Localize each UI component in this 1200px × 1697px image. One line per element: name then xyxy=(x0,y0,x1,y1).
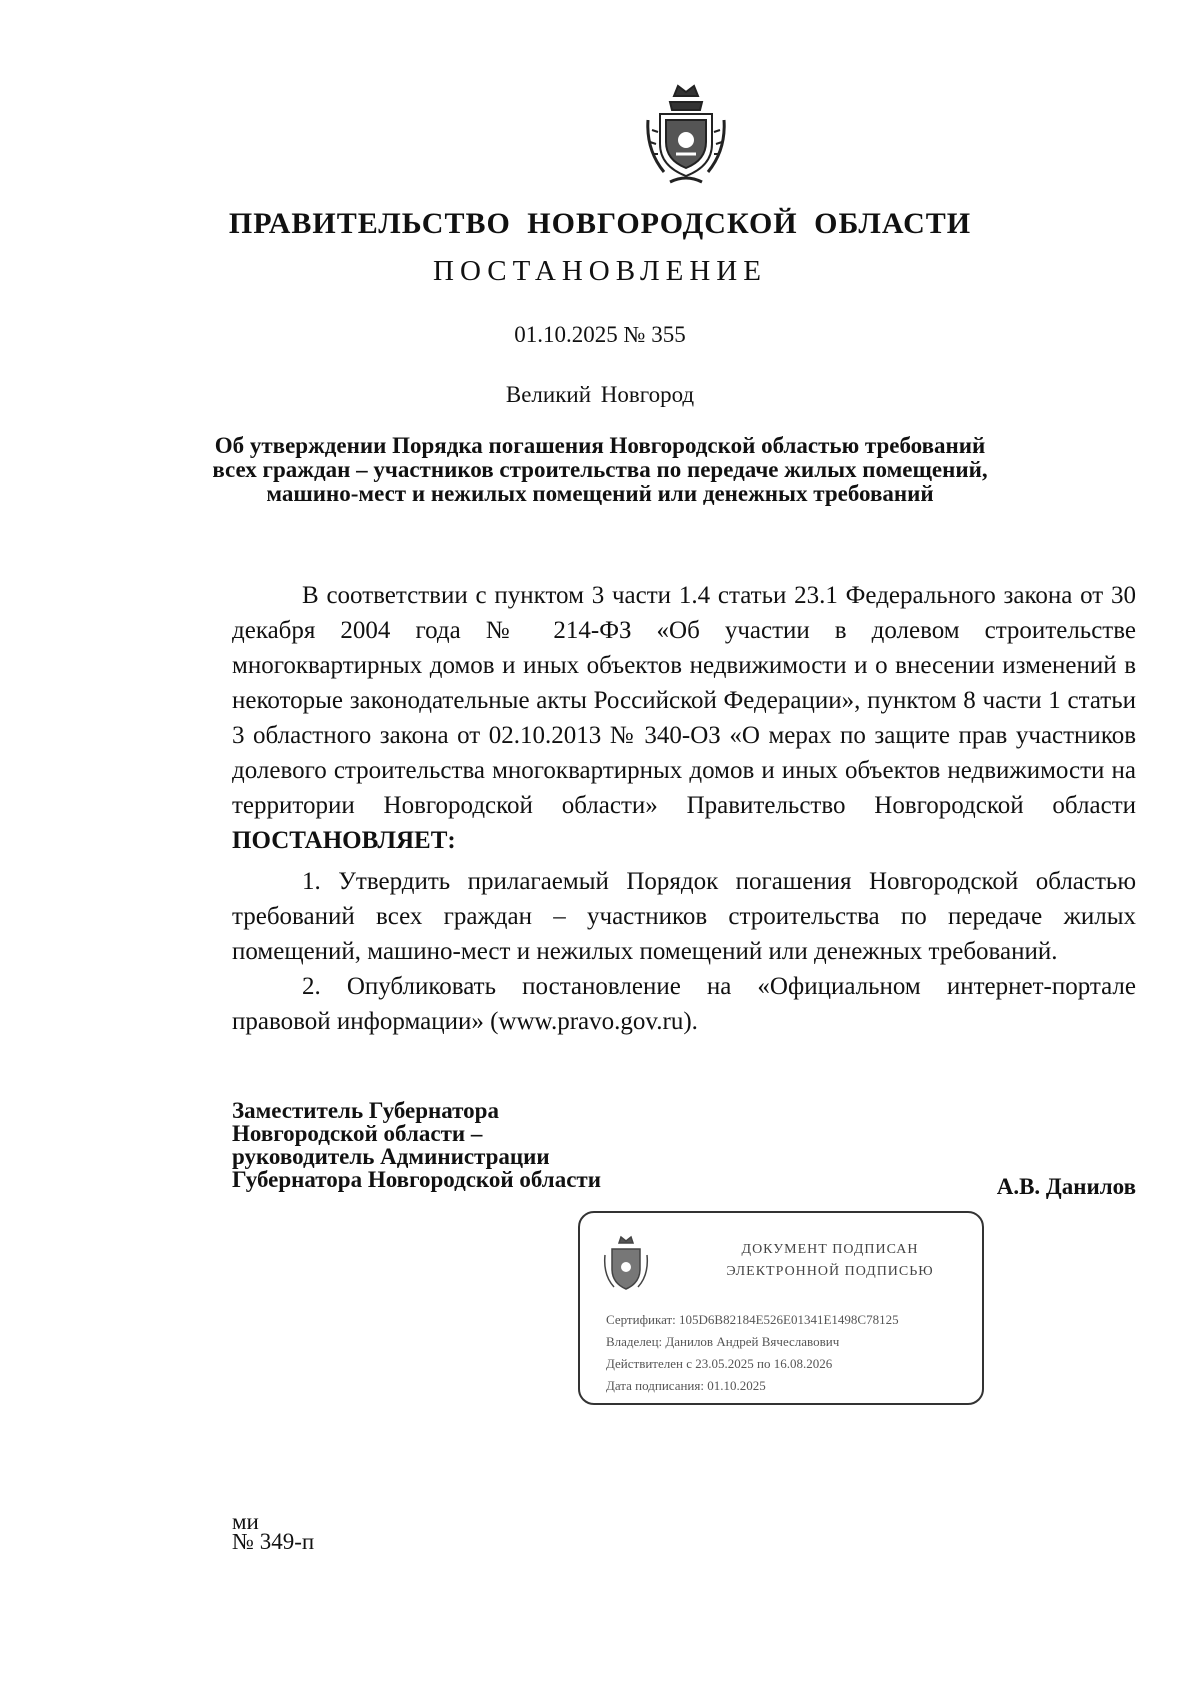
subject-line: всех граждан – участников строительства по передаче жилых помещений, xyxy=(212,457,988,482)
stamp-validity: Действителен с 23.05.2025 по 16.08.2026 xyxy=(606,1356,833,1371)
stamp-details xyxy=(606,1309,899,1397)
position-line: Заместитель Губернатора xyxy=(232,1098,499,1123)
stamp-coat-of-arms-icon xyxy=(602,1235,650,1293)
stamp-heading-line: ДОКУМЕНТ ПОДПИСАН xyxy=(741,1242,919,1257)
footer-note xyxy=(232,1509,315,1554)
document-subject xyxy=(180,434,1020,506)
stamp-heading-line: ЭЛЕКТРОННОЙ ПОДПИСЬЮ xyxy=(726,1264,934,1279)
stamp-certificate: Сертификат: 105D6B82184E526E01341E1498C78125 xyxy=(606,1312,899,1327)
item-2-paragraph: 2. Опубликовать постановление на «Официальном интернет-портале правовой информации» (www.pravo.gov.ru). xyxy=(232,973,1136,1035)
document-city: Великий Новгород xyxy=(505,382,695,407)
document-type: ПОСТАНОВЛЕНИЕ xyxy=(433,255,767,287)
stamp-heading xyxy=(700,1239,960,1283)
preamble-text: В соответствии с пунктом 3 части 1.4 статьи 23.1 Федерального закона от 30 декабря 2004 года № 214-ФЗ «Об участии в долевом строительстве многоквартирных домов и иных объектов недвижимости и о внесении изменений в некоторые законодательные акты Российской Федерации», пунктом 8 части 1 статьи 3 областного закона от 02.10.2013 № 340-ОЗ «О мерах по защите прав участников долевого строительства многоквартирных домов и иных объектов недвижимости на территории Новгородской области» Правительство Новгородской области xyxy=(232,582,1136,819)
coat-of-arms-icon xyxy=(644,80,728,184)
position-line: Новгородской области – xyxy=(232,1121,483,1146)
preamble-paragraph xyxy=(232,578,1136,858)
document-body xyxy=(232,578,1136,1039)
document-date-number: 01.10.2025 № 355 xyxy=(514,322,686,347)
stamp-signing-date: Дата подписания: 01.10.2025 xyxy=(606,1378,766,1393)
electronic-signature-stamp xyxy=(578,1211,984,1405)
footer-reg-number: № 349-п xyxy=(232,1529,315,1554)
government-title: ПРАВИТЕЛЬСТВО НОВГОРОДСКОЙ ОБЛАСТИ xyxy=(228,207,972,240)
signatory-position xyxy=(232,1099,601,1191)
subject-line: Об утверждении Порядка погашения Новгородской областью требований xyxy=(214,433,986,458)
position-line: Губернатора Новгородской области xyxy=(232,1167,601,1192)
footer-initials: ми xyxy=(232,1509,259,1534)
stamp-owner: Владелец: Данилов Андрей Вячеславович xyxy=(606,1334,840,1349)
signatory-name: А.В. Данилов xyxy=(996,1174,1136,1199)
subject-line: машино-мест и нежилых помещений или денежных требований xyxy=(266,481,934,506)
item-1-paragraph: 1. Утвердить прилагаемый Порядок погашения Новгородской областью требований всех граждан – участников строительства по передаче жилых помещений, машино-мест и нежилых помещений или денежных требований. xyxy=(232,868,1136,965)
decree-word: ПОСТАНОВЛЯЕТ: xyxy=(232,827,456,854)
position-line: руководитель Администрации xyxy=(232,1144,550,1169)
